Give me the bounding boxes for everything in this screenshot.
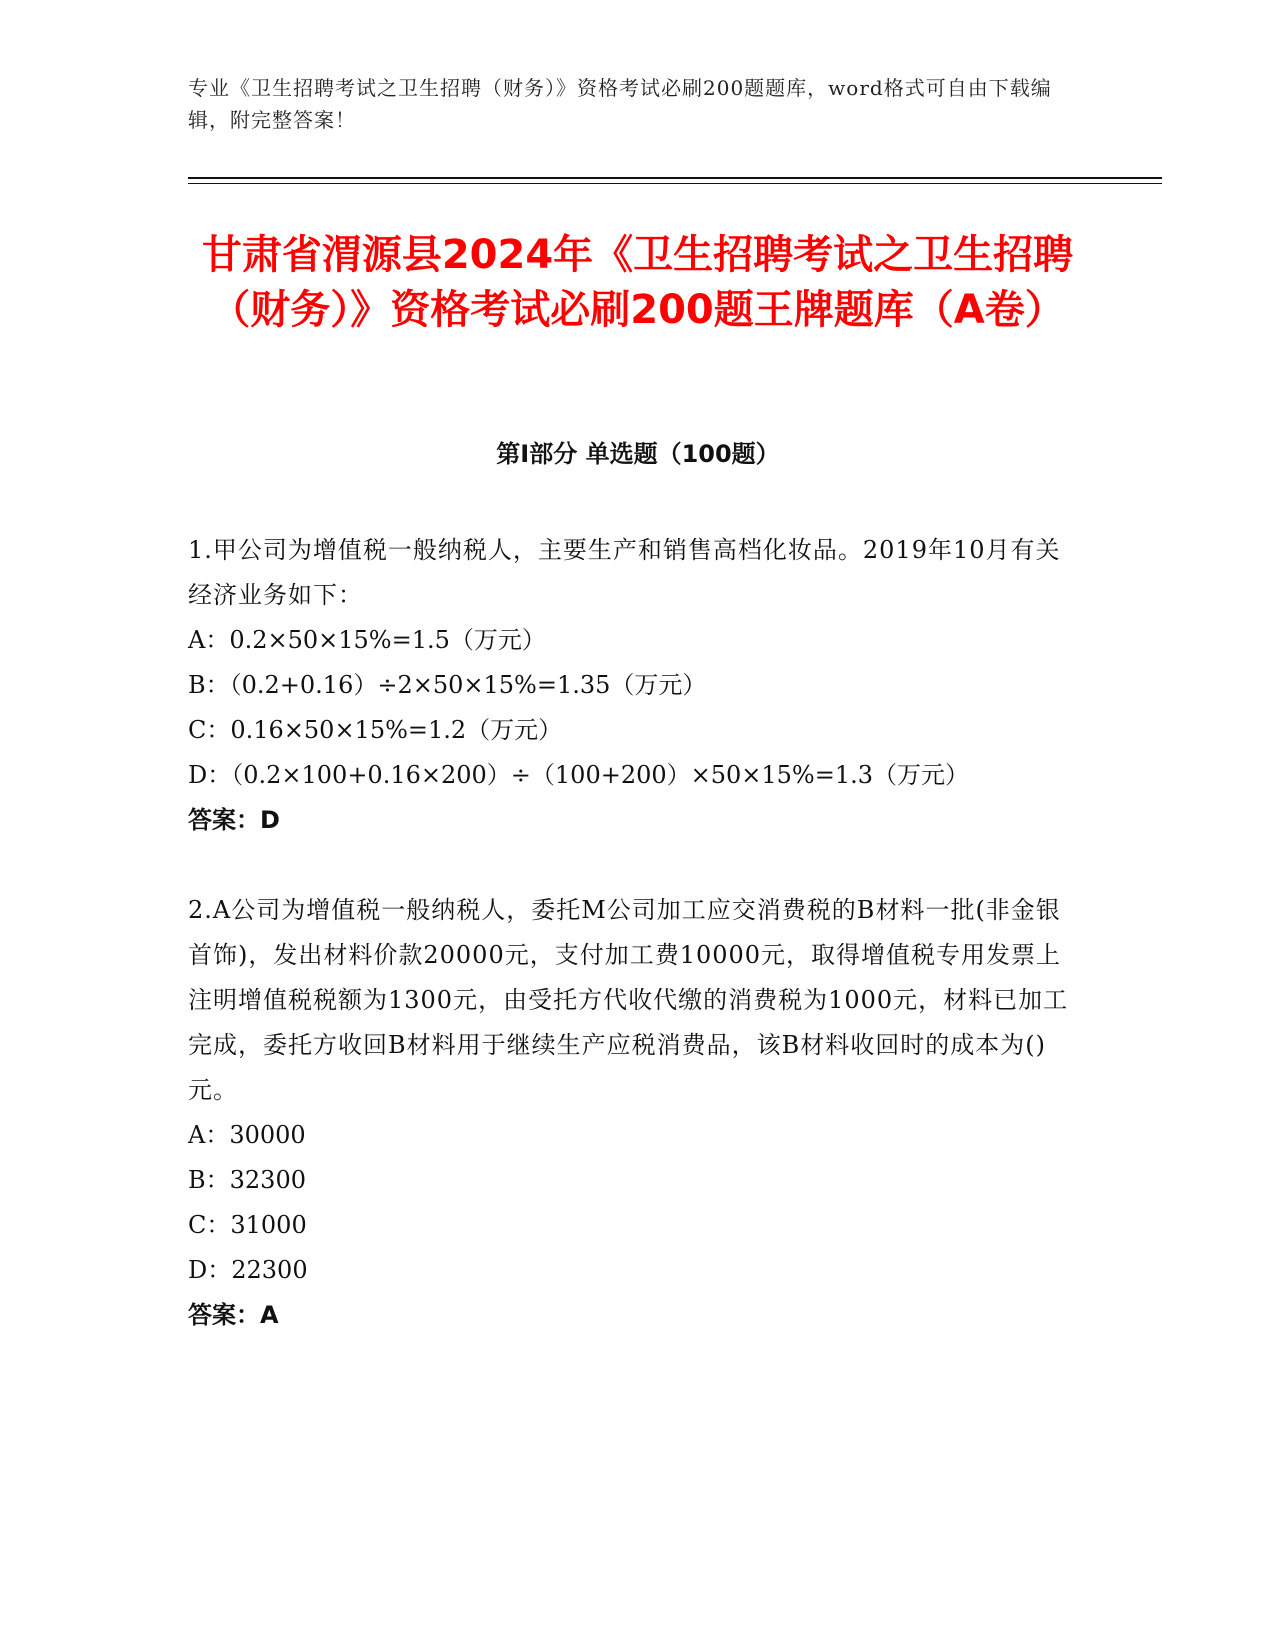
option-b: B：（0.2+0.16）÷2×50×15%=1.35（万元） (188, 671, 707, 699)
option-a: A：30000 (188, 1121, 306, 1149)
option-a: A：0.2×50×15%=1.5（万元） (188, 626, 546, 654)
question-stem: 1.甲公司为增值税一般纳税人，主要生产和销售高档化妆品。2019年10月有关经济业务如下： (188, 536, 1061, 609)
header-divider-thin (188, 183, 1162, 184)
header-divider-thick (188, 177, 1162, 179)
option-d: D：（0.2×100+0.16×200）÷（100+200）×50×15%=1.3（万元） (188, 761, 970, 789)
question-block (188, 888, 1078, 1338)
answer-label: 答案：A (188, 1301, 279, 1329)
section-title: 第I部分 单选题（100题） (496, 440, 780, 468)
question-block (188, 528, 1078, 843)
option-b: B：32300 (188, 1166, 306, 1194)
document-title: 甘肃省渭源县2024年《卫生招聘考试之卫生招聘（财务）》资格考试必刷200题王牌题库（A卷） (201, 232, 1074, 333)
header-note: 专业《卫生招聘考试之卫生招聘（财务）》资格考试必刷200题题库，word格式可自由下载编辑，附完整答案！ (188, 76, 1052, 132)
option-d: D：22300 (188, 1256, 308, 1284)
answer-label: 答案：D (188, 806, 280, 834)
option-c: C：31000 (188, 1211, 307, 1239)
question-stem: 2.A公司为增值税一般纳税人，委托M公司加工应交消费税的B材料一批(非金银首饰)，发出材料价款20000元，支付加工费10000元，取得增值税专用发票上注明增值税税额为1300元，由受托方代收代缴的消费税为1000元，材料已加工完成，委托方收回B材料用于继续生产应税消费品，该B材料收回时的成本为()元。 (188, 896, 1069, 1104)
option-c: C：0.16×50×15%=1.2（万元） (188, 716, 563, 744)
